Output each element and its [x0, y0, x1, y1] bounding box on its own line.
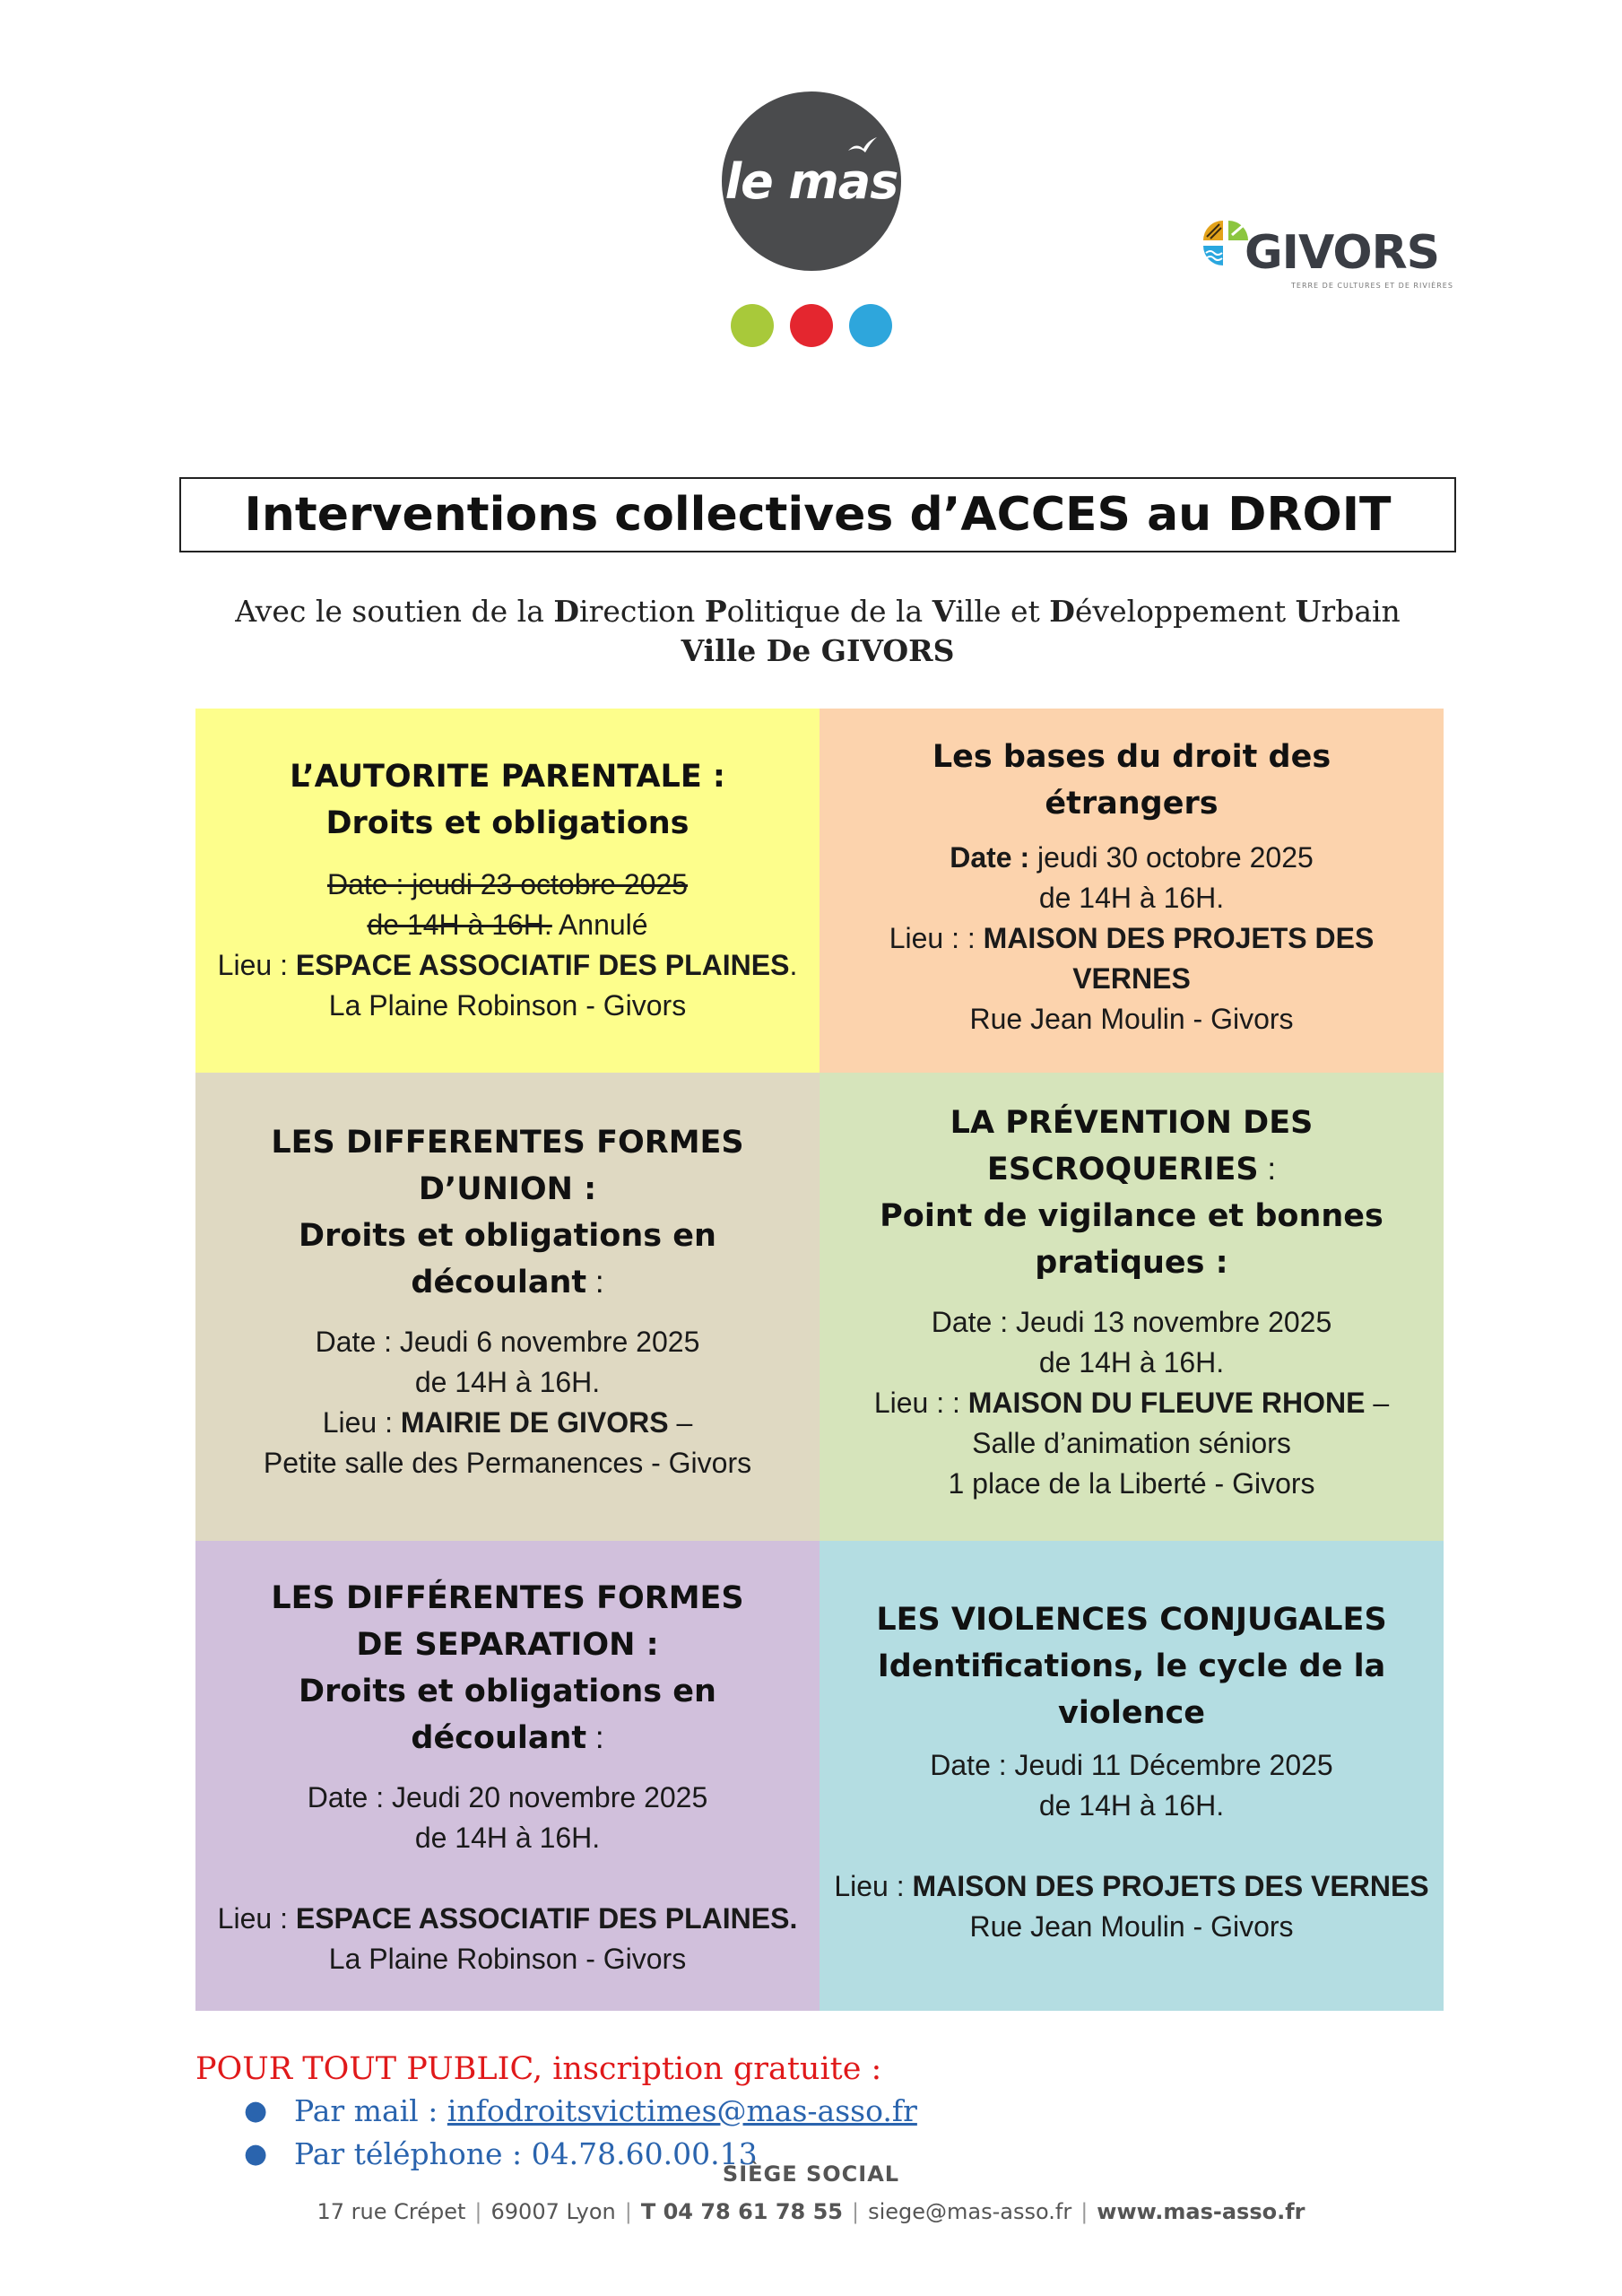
lieu-suffix: – — [1365, 1387, 1390, 1419]
session-card-formes-separation — [195, 1541, 820, 2011]
session-heading: LES DIFFERENTES FORMES — [271, 1125, 744, 1161]
session-address: La Plaine Robinson - Givors — [328, 1943, 687, 1975]
phone-value: 04.78.60.00.13 — [531, 2136, 758, 2171]
subtitle-initial: D — [553, 594, 580, 629]
session-time: de 14H à 16H. — [414, 1822, 601, 1854]
subtitle-city: Ville De GIVORS — [681, 633, 955, 668]
session-time-cancelled: de 14H à 16H. — [367, 909, 552, 941]
bullet-icon: ● — [244, 2138, 268, 2170]
subtitle-text: olitique de la — [726, 594, 932, 629]
subtitle-initial: P — [704, 594, 727, 629]
footer-email[interactable]: siege@mas-asso.fr — [868, 2199, 1072, 2224]
session-address: Salle d’animation séniors — [972, 1427, 1291, 1459]
subtitle-text: irection — [579, 594, 705, 629]
page-title: Interventions collectives d’ACCES au DROIT — [179, 477, 1456, 552]
session-heading: LES VIOLENCES CONJUGALES — [876, 1602, 1387, 1638]
session-address: La Plaine Robinson - Givors — [328, 989, 687, 1022]
session-lieu — [218, 1899, 798, 1939]
le-mas-logo — [722, 91, 901, 352]
session-lieu — [889, 918, 1375, 959]
session-heading: violence — [1058, 1695, 1205, 1731]
subtitle-initial: D — [1049, 594, 1075, 629]
subtitle-initial: U — [1295, 594, 1322, 629]
session-time-line — [367, 905, 647, 945]
session-heading: Droits et obligations en — [299, 1218, 716, 1254]
session-heading: étrangers — [1045, 786, 1219, 822]
session-card-autorite-parentale — [195, 709, 820, 1073]
sessions-grid — [195, 709, 1444, 2011]
heading-text: ESCROQUERIES — [986, 1152, 1259, 1187]
heading-text: découlant — [411, 1720, 587, 1756]
session-heading — [411, 1715, 603, 1761]
footer-separator: | — [624, 2199, 632, 2224]
footer-separator: | — [852, 2199, 860, 2224]
session-heading: LA PRÉVENTION DES — [950, 1105, 1314, 1141]
session-heading: Point de vigilance et bonnes — [880, 1198, 1383, 1234]
blue-dot-icon — [849, 304, 892, 347]
heading-colon: : — [1258, 1152, 1277, 1187]
session-address: Rue Jean Moulin - Givors — [969, 1003, 1294, 1035]
session-heading: pratiques : — [1035, 1245, 1228, 1281]
bullet-icon: ● — [244, 2095, 268, 2126]
heading-text: découlant — [411, 1265, 587, 1300]
session-date-cancelled: Date : jeudi 23 octobre 2025 — [326, 868, 689, 900]
le-mas-logo-text: le mas — [724, 152, 898, 210]
lieu-label: Lieu : : — [889, 922, 984, 954]
lieu-label: Lieu : — [217, 1902, 296, 1935]
givors-logo-text: GIVORS — [1245, 226, 1440, 280]
bird-icon — [847, 136, 878, 156]
lieu-label: Lieu : — [322, 1406, 401, 1439]
lieu-name: ESPACE ASSOCIATIF DES PLAINES — [295, 949, 790, 981]
footer-separator: | — [474, 2199, 482, 2224]
session-time: de 14H à 16H. — [1038, 882, 1225, 914]
phone-label: Par téléphone : — [294, 2136, 532, 2171]
date-label: Date : — [950, 841, 1037, 874]
session-date: Date : Jeudi 11 Décembre 2025 — [930, 1749, 1333, 1781]
date-value: jeudi 30 octobre 2025 — [1037, 841, 1314, 874]
subtitle-line-1 — [179, 592, 1456, 631]
session-heading — [411, 1259, 603, 1306]
session-address: 1 place de la Liberté - Givors — [948, 1467, 1315, 1500]
session-heading: Droits et obligations — [325, 805, 690, 841]
session-card-formes-union — [195, 1073, 820, 1541]
footer-contact-line — [0, 2199, 1622, 2224]
subtitle-text: éveloppement — [1074, 594, 1296, 629]
session-lieu-continued — [1072, 959, 1191, 999]
lieu-label: Lieu : : — [873, 1387, 968, 1419]
session-heading: Les bases du droit des — [932, 739, 1331, 775]
session-heading — [987, 1146, 1276, 1193]
session-time: de 14H à 16H. — [414, 1366, 601, 1398]
session-heading: DE SEPARATION : — [356, 1627, 659, 1663]
registration-headline: POUR TOUT PUBLIC, inscription gratuite : — [195, 2051, 882, 2087]
subtitle-text: Avec le soutien de la — [235, 594, 554, 629]
session-date: Date : Jeudi 13 novembre 2025 — [931, 1306, 1332, 1338]
green-dot-icon — [731, 304, 774, 347]
subtitle-initial: V — [932, 594, 956, 629]
footer-address: 17 rue Crépet — [317, 2199, 466, 2224]
session-date: Date : Jeudi 6 novembre 2025 — [315, 1326, 700, 1358]
session-date: Date : Jeudi 20 novembre 2025 — [307, 1781, 708, 1813]
lieu-name: VERNES — [1072, 962, 1191, 995]
footer-title: SIÈGE SOCIAL — [722, 2161, 900, 2187]
subtitle-text: ille et — [955, 594, 1050, 629]
session-time: de 14H à 16H. — [1038, 1789, 1225, 1822]
subtitle-line-2 — [179, 631, 1456, 671]
session-card-droit-etrangers — [820, 709, 1444, 1073]
session-heading: Identifications, le cycle de la — [877, 1648, 1386, 1684]
lieu-name: MAISON DES PROJETS DES — [983, 922, 1375, 954]
lieu-label: Lieu : — [834, 1870, 913, 1902]
footer-city: 69007 Lyon — [490, 2199, 616, 2224]
lieu-name: MAISON DU FLEUVE RHONE — [967, 1387, 1366, 1419]
subtitle — [179, 592, 1456, 671]
session-card-violences-conjugales — [820, 1541, 1444, 2011]
footer-separator: | — [1080, 2199, 1089, 2224]
heading-colon: : — [586, 1720, 604, 1755]
red-dot-icon — [790, 304, 833, 347]
lieu-suffix: . — [789, 949, 798, 981]
session-heading: Droits et obligations en — [299, 1674, 716, 1709]
lieu-name: ESPACE ASSOCIATIF DES PLAINES. — [295, 1902, 798, 1935]
session-heading: LES DIFFÉRENTES FORMES — [271, 1580, 744, 1616]
givors-logo — [1201, 199, 1453, 298]
session-address: Rue Jean Moulin - Givors — [969, 1910, 1294, 1943]
subtitle-text: rbain — [1321, 594, 1401, 629]
session-address: Petite salle des Permanences - Givors — [263, 1447, 752, 1479]
cancelled-label: Annulé — [551, 909, 648, 941]
lieu-label: Lieu : — [217, 949, 296, 981]
lieu-name: MAISON DES PROJETS DES VERNES — [912, 1870, 1429, 1902]
session-lieu — [834, 1866, 1428, 1907]
lieu-name: MAIRIE DE GIVORS — [400, 1406, 669, 1439]
session-lieu — [218, 945, 798, 986]
session-date — [950, 838, 1314, 878]
session-lieu — [874, 1383, 1389, 1423]
session-card-escroqueries — [820, 1073, 1444, 1541]
heading-colon: : — [586, 1265, 604, 1300]
email-link[interactable]: infodroitsvictimes@mas-asso.fr — [447, 2093, 917, 2128]
footer-phone: T 04 78 61 78 55 — [640, 2199, 843, 2224]
le-mas-logo-circle — [722, 91, 901, 271]
contact-mail-item — [240, 2090, 917, 2133]
session-heading: L’AUTORITE PARENTALE : — [290, 759, 725, 795]
givors-tagline: TERRE DE CULTURES ET DE RIVIÈRES — [1291, 282, 1453, 290]
lieu-suffix: – — [668, 1406, 693, 1439]
session-time: de 14H à 16H. — [1038, 1346, 1225, 1378]
footer-website[interactable]: www.mas-asso.fr — [1097, 2199, 1305, 2224]
session-heading: D’UNION : — [418, 1171, 597, 1207]
mail-label: Par mail : — [294, 2093, 447, 2128]
session-lieu — [323, 1403, 693, 1443]
